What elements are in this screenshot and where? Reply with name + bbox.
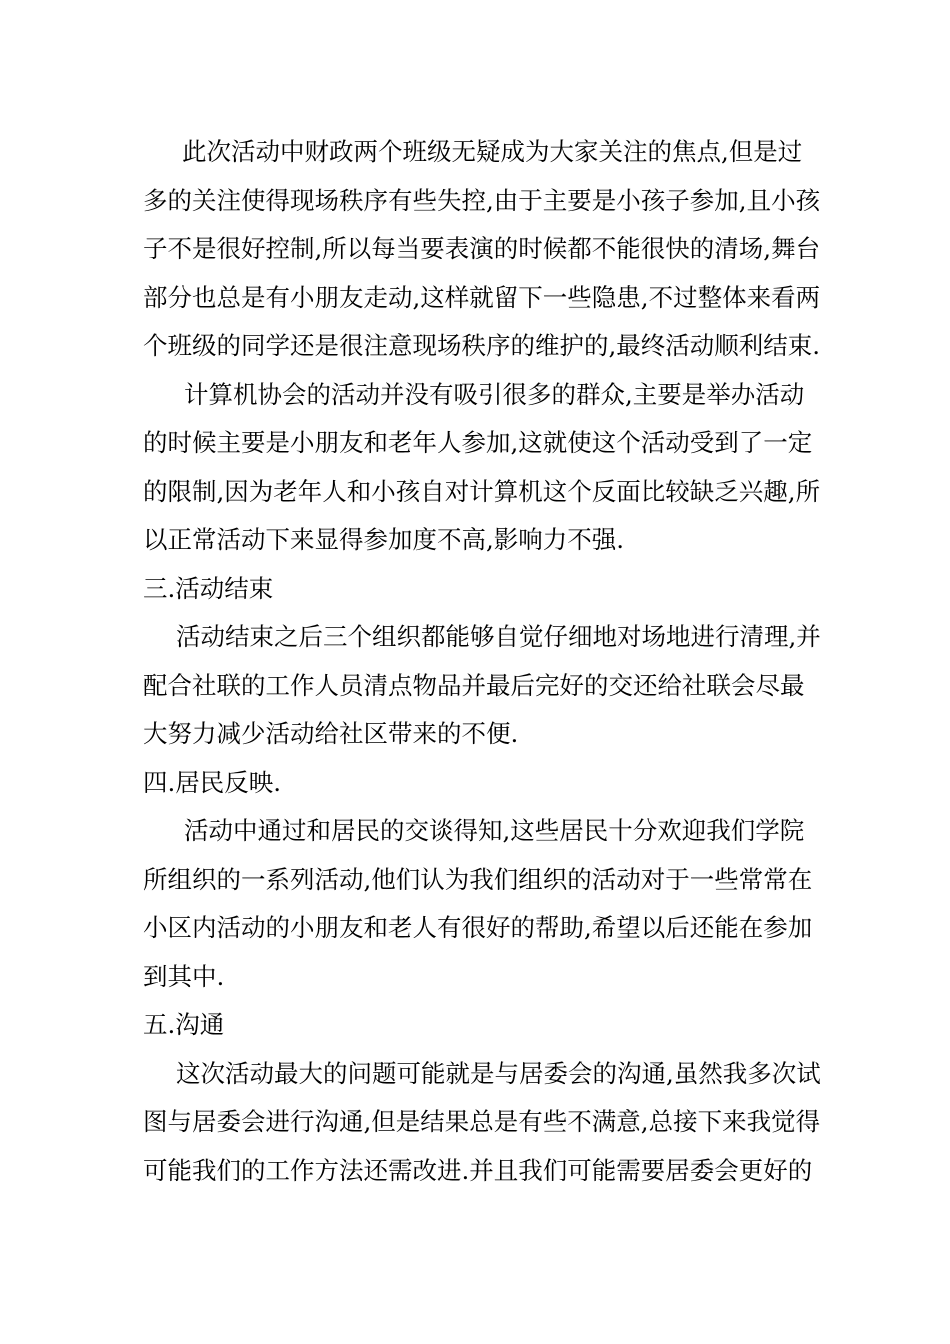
section-heading-activity-end [143,565,809,614]
text-line: 大努力减少活动给社区带来的不便. [143,719,519,748]
text-line: 活动中通过和居民的交谈得知,这些居民十分欢迎我们学院 [184,816,805,845]
text-line: 小区内活动的小朋友和老人有很好的帮助,希望以后还能在参加 [143,913,813,942]
text-line: 以正常活动下来显得参加度不高,影响力不强. [143,525,625,554]
text-line: 个班级的同学还是很注意现场秩序的维护的,最终活动顺利结束. [143,331,821,360]
heading-line: 五.沟通 [143,1010,225,1039]
text-line: 活动结束之后三个组织都能够自觉仔细地对场地进行清理,并 [176,622,821,651]
text-line: 多的关注使得现场秩序有些失控,由于主要是小孩子参加,且小孩 [143,185,821,215]
text-line: 可能我们的工作方法还需改进.并且我们可能需要居委会更好的 [143,1155,813,1185]
text-line: 计算机协会的活动并没有吸引很多的群众,主要是举办活动 [184,379,805,409]
text-line: 这次活动最大的问题可能就是与居委会的沟通,虽然我多次试 [176,1058,821,1088]
text-line: 所组织的一系列活动,他们认为我们组织的活动对于一些常常在 [143,864,813,894]
paragraph-computer-association [143,371,821,565]
paragraph-resident-feedback [143,807,813,1001]
paragraph-finance-classes [143,128,821,371]
section-heading-communication [143,1001,809,1050]
text-line: 图与居委会进行沟通,但是结果总是有些不满意,总接下来我觉得 [143,1107,821,1136]
document-body [143,128,821,1195]
text-line: 配合社联的工作人员清点物品并最后完好的交还给社联会尽最 [143,670,805,700]
text-line: 的时候主要是小朋友和老年人参加,这就使这个活动受到了一定 [143,428,813,457]
text-line: 部分也总是有小朋友走动,这样就留下一些隐患,不过整体来看两 [143,282,821,312]
text-line: 到其中. [143,961,225,991]
text-line: 子不是很好控制,所以每当要表演的时候都不能很快的清场,舞台 [143,234,821,263]
heading-line: 三.活动结束 [143,573,274,603]
paragraph-communication [143,1050,821,1196]
paragraph-activity-end [143,613,821,759]
text-line: 的限制,因为老年人和小孩自对计算机这个反面比较缺乏兴趣,所 [143,476,821,506]
section-heading-resident-feedback [143,759,809,808]
text-line: 此次活动中财政两个班级无疑成为大家关注的焦点,但是过 [182,137,803,166]
heading-line: 四.居民反映. [143,767,282,797]
